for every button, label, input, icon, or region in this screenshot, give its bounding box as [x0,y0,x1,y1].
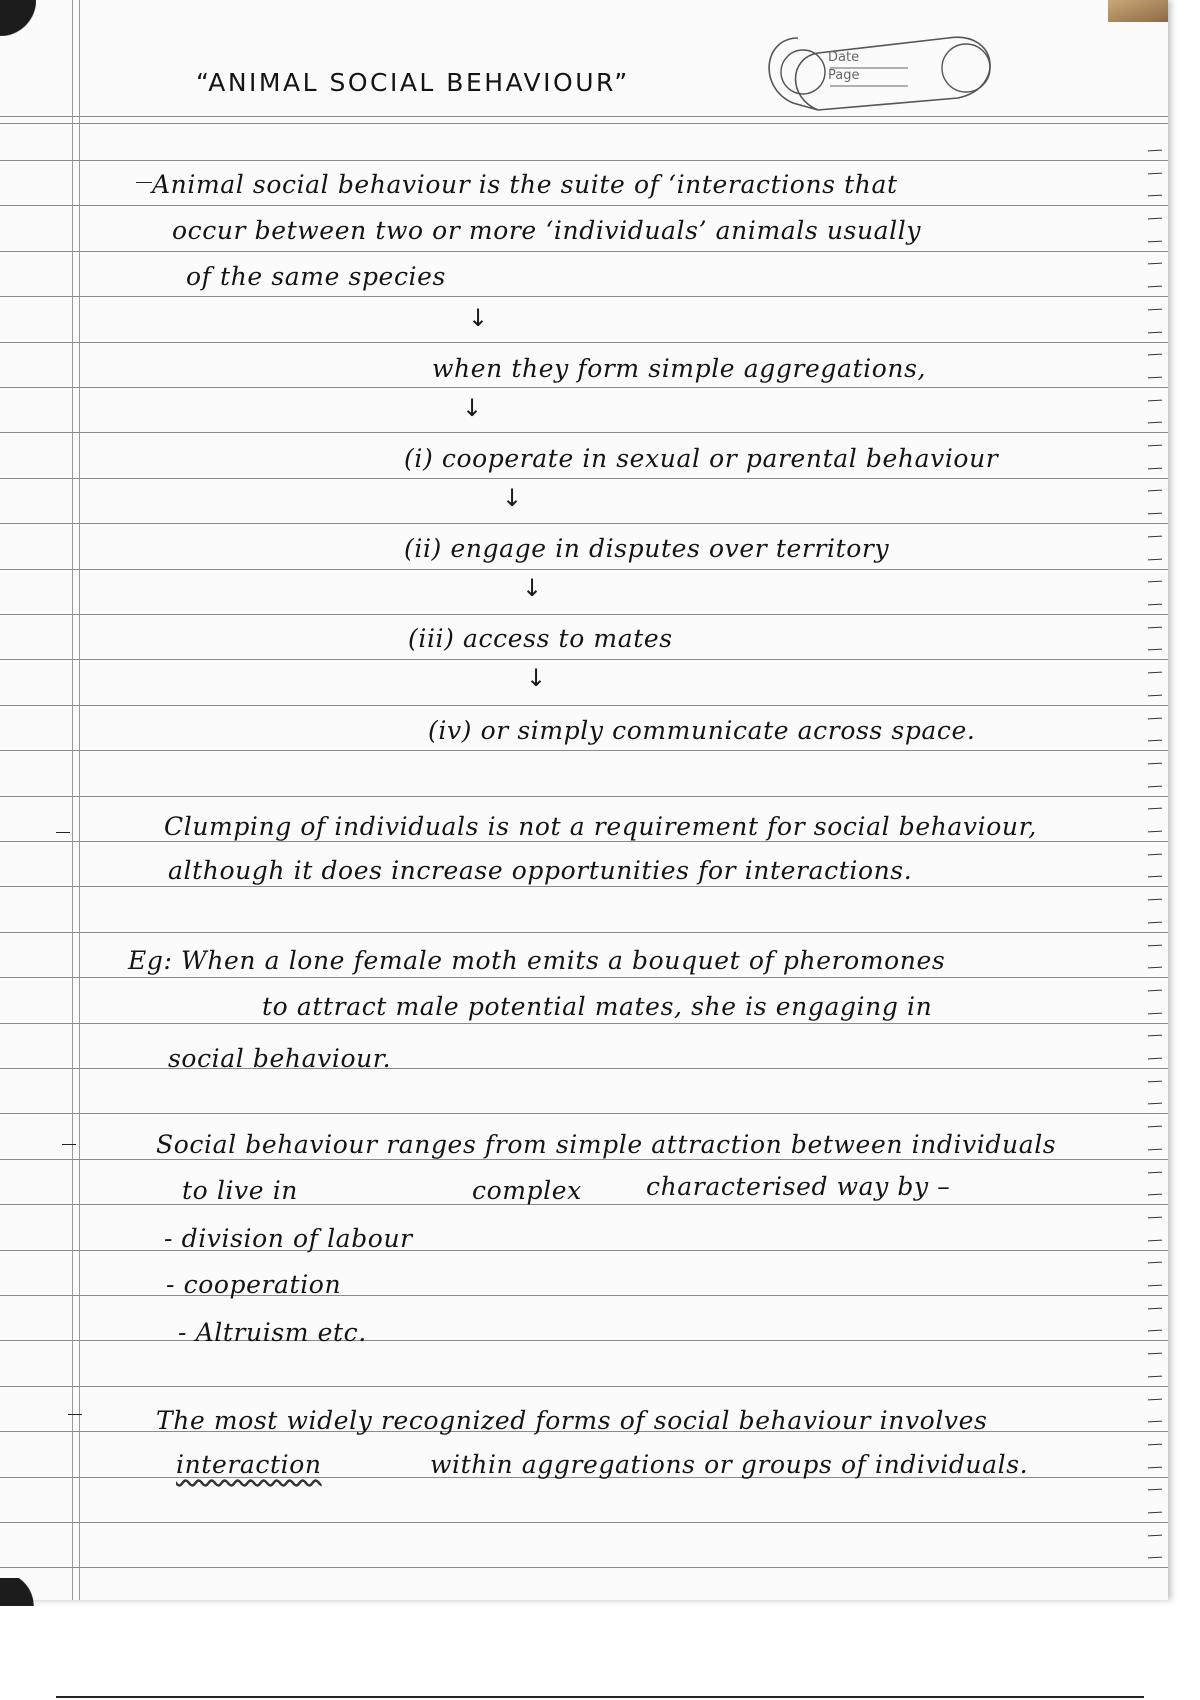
edge-tick [1148,1308,1162,1310]
note-line-14: Social behaviour ranges from simple attraction between individuals [156,1130,1057,1159]
ruled-line [0,932,1168,933]
edge-tick [1148,1013,1162,1015]
ruled-line [0,1204,1168,1205]
ruled-line [0,205,1168,206]
edge-tick [1148,627,1162,629]
edge-tick [1148,241,1162,243]
edge-tick [1148,1058,1162,1060]
edge-tick [1148,763,1162,765]
edge-tick [1148,922,1162,924]
edge-tick [1148,945,1162,947]
stamp-outline [758,28,1008,118]
margin-line [72,0,73,1600]
edge-tick [1148,1535,1162,1537]
margin-line [79,0,80,1600]
note-line-15: to live in [182,1176,298,1205]
ruled-line [0,1113,1168,1114]
edge-tick [1148,649,1162,651]
edge-tick [1148,1444,1162,1446]
date-label: Date [828,50,860,65]
edge-tick [1148,309,1162,311]
ruled-line [0,160,1168,161]
note-line-8: (iv) or simply communicate across space. [428,716,976,745]
edge-tick [1148,1285,1162,1287]
edge-tick [1148,1399,1162,1401]
ruled-line [0,432,1168,433]
edge-tick [1148,695,1162,697]
note-line-9: Clumping of individuals is not a requirement for social behaviour, [164,812,1037,841]
ruled-line [0,251,1168,252]
edge-tick [1148,604,1162,606]
edge-tick [1148,831,1162,833]
note-line-19: The most widely recognized forms of social behaviour involves [156,1406,988,1435]
edge-tick [1148,1512,1162,1514]
edge-tick [1148,581,1162,583]
edge-tick [1148,672,1162,674]
ruled-line [0,705,1168,706]
note-line-11: Eg: When a lone female moth emits a bouquet of pheromones [128,946,946,975]
note-line-2: occur between two or more ‘individuals’ animals usually [172,216,922,245]
note-line-12: to attract male potential mates, she is engaging in [262,992,933,1021]
edge-tick [1148,876,1162,878]
ruled-line [0,1522,1168,1523]
ruled-line [0,569,1168,570]
note-line-3: of the same species [186,262,446,291]
edge-tick [1148,1217,1162,1219]
edge-tick [1148,1149,1162,1151]
arrow-down-icon: ↓ [526,664,547,692]
edge-tick [1148,332,1162,334]
edge-tick [1148,1330,1162,1332]
edge-tick [1148,1081,1162,1083]
edge-tick [1148,808,1162,810]
note-line-5: (i) cooperate in sexual or parental behaviour [404,444,999,473]
edge-tick [1148,173,1162,175]
ruled-line [0,886,1168,887]
ruled-line [0,841,1168,842]
edge-tick [1148,967,1162,969]
arrow-down-icon: ↓ [502,484,523,512]
edge-tick [1148,263,1162,265]
edge-tick [1148,286,1162,288]
edge-tick [1148,1557,1162,1559]
edge-tick [1148,377,1162,379]
table-surface [1108,0,1168,22]
edge-tick [1148,1489,1162,1491]
ruled-line [0,1567,1168,1568]
ruled-line [0,1023,1168,1024]
page-corner-shadow [0,0,36,36]
edge-tick [1148,1262,1162,1264]
edge-tick [1148,1103,1162,1105]
ruled-line [0,342,1168,343]
edge-tick [1148,990,1162,992]
edge-tick [1148,468,1162,470]
note-line-4-text: when they form simple aggregations, [432,354,927,383]
edge-tick [1148,1353,1162,1355]
note-line-15-end: characterised way by – [646,1172,951,1201]
edge-tick [1148,218,1162,220]
bottom-rule [56,1696,1144,1698]
bullet-dash [56,832,70,833]
page-title: “ANIMAL SOCIAL BEHAVIOUR” [196,68,630,97]
ruled-line [0,478,1168,479]
ruled-line [0,977,1168,978]
note-line-4 [432,356,926,381]
note-line-7: (iii) access to mates [408,624,673,653]
ruled-line [0,1340,1168,1341]
list-item-altruism: - Altruism etc. [178,1318,367,1347]
edge-tick [1148,354,1162,356]
ruled-line [0,296,1168,297]
ruled-line [0,523,1168,524]
edge-tick [1148,718,1162,720]
arrow-down-icon: ↓ [462,394,483,422]
arrow-down-icon: ↓ [522,574,543,602]
edge-tick [1148,559,1162,561]
ruled-line [0,1386,1168,1387]
note-line-20-interaction: interaction [176,1450,322,1479]
edge-tick [1148,1194,1162,1196]
edge-tick [1148,899,1162,901]
edge-tick [1148,422,1162,424]
edge-tick [1148,150,1162,152]
edge-tick [1148,740,1162,742]
ruled-line [0,387,1168,388]
edge-tick [1148,513,1162,515]
note-line-20-end: within aggregations or groups of individuals. [430,1450,1029,1479]
edge-tick [1148,195,1162,197]
page-corner-shadow [0,1578,40,1606]
list-item-cooperation: - cooperation [166,1270,342,1299]
edge-tick [1148,1376,1162,1378]
bullet-dash [136,182,152,183]
edge-tick [1148,1240,1162,1242]
edge-tick [1148,1172,1162,1174]
edge-tick [1148,786,1162,788]
date-page-stamp [758,28,1008,122]
ruled-line [0,659,1168,660]
list-item-division-of-labour: - division of labour [164,1224,413,1253]
edge-tick [1148,1421,1162,1423]
bullet-dash [62,1144,76,1145]
ruled-line [0,614,1168,615]
edge-tick [1148,536,1162,538]
note-line-10: although it does increase opportunities for interactions. [168,856,913,885]
note-line-1: Animal social behaviour is the suite of ‘interactions that [152,170,898,199]
ruled-line [0,796,1168,797]
page-label: Page [828,68,860,83]
edge-tick [1148,445,1162,447]
edge-tick [1148,1035,1162,1037]
edge-tick [1148,1467,1162,1469]
edge-tick [1148,400,1162,402]
edge-tick [1148,1126,1162,1128]
ruled-line [0,750,1168,751]
note-line-6: (ii) engage in disputes over territory [404,534,890,563]
header-rule [0,123,1168,124]
edge-tick [1148,854,1162,856]
note-line-15-complex: complex [472,1176,582,1205]
edge-tick [1148,490,1162,492]
note-line-13: social behaviour. [168,1044,392,1073]
ruled-line [0,1159,1168,1160]
arrow-down-icon: ↓ [468,304,489,332]
bullet-dash [68,1414,82,1415]
